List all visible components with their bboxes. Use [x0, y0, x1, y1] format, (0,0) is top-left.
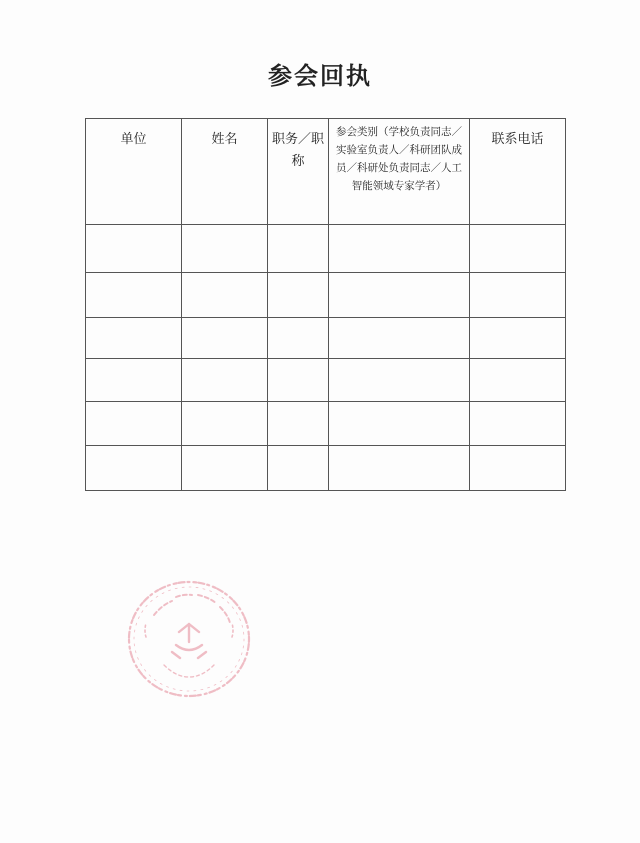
header-contact-phone: 联系电话: [470, 119, 566, 225]
table-row: [86, 402, 566, 446]
cell-unit: [86, 225, 182, 273]
table-row: [86, 273, 566, 318]
cell-position: [268, 402, 329, 446]
official-seal-icon: [124, 577, 254, 701]
cell-category: [329, 273, 470, 318]
cell-position: [268, 318, 329, 359]
cell-name: [182, 359, 268, 402]
cell-unit: [86, 446, 182, 491]
header-unit: 单位: [86, 119, 182, 225]
cell-unit: [86, 402, 182, 446]
cell-phone: [470, 273, 566, 318]
cell-category: [329, 318, 470, 359]
header-position-title: 职务／职称: [268, 119, 329, 225]
cell-phone: [470, 225, 566, 273]
cell-unit: [86, 318, 182, 359]
cell-phone: [470, 446, 566, 491]
cell-phone: [470, 359, 566, 402]
cell-unit: [86, 273, 182, 318]
cell-category: [329, 402, 470, 446]
cell-name: [182, 225, 268, 273]
table-header-row: [86, 119, 566, 225]
cell-position: [268, 446, 329, 491]
page-title: 参会回执: [268, 61, 372, 90]
cell-position: [268, 225, 329, 273]
cell-position: [268, 359, 329, 402]
header-attendance-category: 参会类别（学校负责同志／实验室负责人／科研团队成员／科研处负责同志／人工智能领域专家学者）: [329, 119, 470, 225]
receipt-table: [85, 118, 566, 491]
cell-name: [182, 446, 268, 491]
table-row: [86, 318, 566, 359]
cell-name: [182, 318, 268, 359]
table-row: [86, 359, 566, 402]
cell-category: [329, 359, 470, 402]
header-name: 姓名: [182, 119, 268, 225]
cell-phone: [470, 318, 566, 359]
table-row: [86, 446, 566, 491]
cell-phone: [470, 402, 566, 446]
cell-unit: [86, 359, 182, 402]
cell-category: [329, 446, 470, 491]
cell-category: [329, 225, 470, 273]
cell-position: [268, 273, 329, 318]
cell-name: [182, 273, 268, 318]
table-row: [86, 225, 566, 273]
cell-name: [182, 402, 268, 446]
